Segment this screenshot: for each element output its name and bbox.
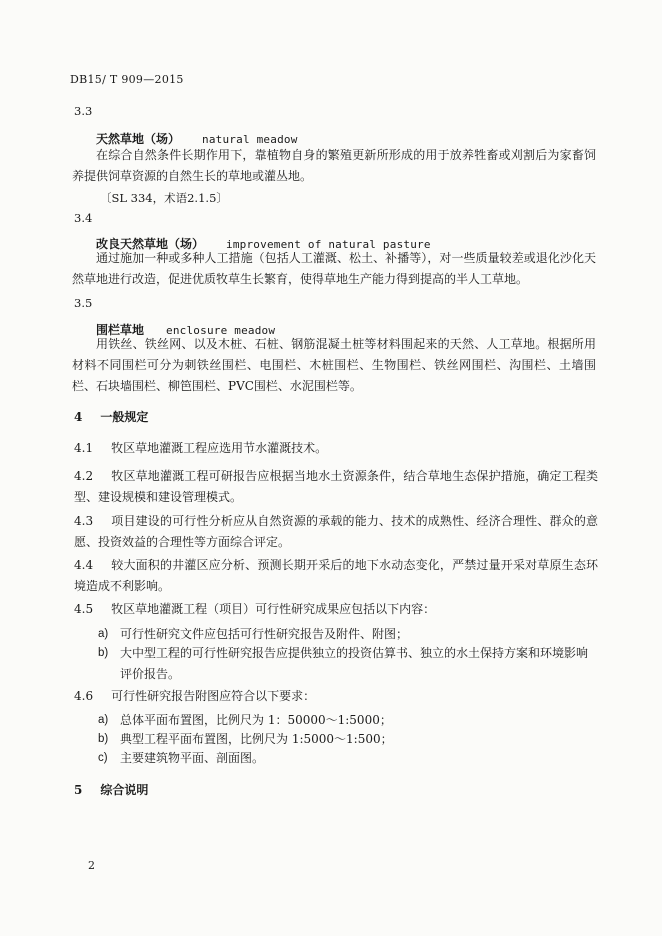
clause-text: 牧区草地灌溉工程（项目）可行性研究成果应包括以下内容： [111,602,436,616]
source-reference: 〔SL 334，术语2.1.5〕 [100,191,228,205]
list-text: 总体平面布置图，比例尺为 1：50000～1:5000； [120,713,392,727]
section-5-heading [74,781,148,798]
clause-number: 4.1 [74,441,94,455]
clause-4-5 [74,599,598,620]
clause-4-3 [74,511,598,553]
list-text: 主要建筑物平面、剖面图。 [120,751,265,765]
clause-text: 可行性研究报告附图应符合以下要求： [111,689,316,703]
list-text: 典型工程平面布置图，比例尺为 1:5000～1:500； [120,732,393,746]
clause-text: 牧区草地灌溉工程应选用节水灌溉技术。 [111,441,328,455]
clause-number-3-3: 3.3 [74,104,93,118]
clause-number: 4.5 [74,602,94,616]
list-item-4-6-a [98,710,596,731]
clause-text: 牧区草地灌溉工程可研报告应根据当地水土资源条件，结合草地生态保护措施，确定工程类型、建设规模和建设管理模式。 [74,469,598,504]
list-item-4-5-b [98,643,596,685]
section-number: 4 [74,410,83,424]
clause-number: 4.4 [74,558,94,572]
list-text: 可行性研究文件应包括可行性研究报告及附件、附图； [120,627,409,641]
list-item-4-6-b [98,729,596,750]
clause-text: 较大面积的井灌区应分析、预测长期开采后的地下水动态变化，严禁过量开采对草原生态环境造成不利影响。 [74,558,598,593]
page-number: 2 [88,859,95,872]
term-en: natural meadow [202,133,298,146]
clause-4-4 [74,555,598,597]
clause-4-2 [74,466,598,508]
list-item-4-6-c [98,748,596,769]
clause-text: 项目建设的可行性分析应从自然资源的承载的能力、技术的成熟性、经济合理性、群众的意愿、投资效益的合理性等方面综合评定。 [74,514,598,549]
clause-4-6 [74,686,598,707]
list-label: b) [98,733,109,745]
definition-3-3: 在综合自然条件长期作用下，靠植物自身的繁殖更新所形成的用于放养牲畜或刈割后为家畜饲养提供饲草资源的自然生长的草地或灌丛地。 [72,148,596,183]
list-label: c) [98,752,108,764]
list-text: 大中型工程的可行性研究报告应提供独立的投资估算书、独立的水土保持方案和环境影响评价报告。 [120,646,589,681]
list-label: a) [98,714,109,726]
standard-number: DB15/ T 909—2015 [70,73,184,86]
term-zh: 改良天然草地（场） [96,237,205,251]
list-label: a) [98,628,109,640]
list-item-4-5-a [98,624,596,645]
term-zh: 天然草地（场） [96,132,181,146]
clause-number-3-5: 3.5 [74,296,93,310]
clause-number: 4.6 [74,689,94,703]
clause-number-3-4: 3.4 [74,211,93,225]
term-zh: 围栏草地 [96,323,145,337]
definition-3-4: 通过施加一种或多种人工措施（包括人工灌溉、松土、补播等），对一些质量较差或退化沙化天然草地进行改造，促进优质牧草生长繁育，使得草地生产能力得到提高的半人工草地。 [72,251,596,286]
section-4-heading [74,408,148,425]
section-number: 5 [74,783,83,797]
list-label: b) [98,647,109,659]
term-en: enclosure meadow [166,324,276,337]
term-en: improvement of natural pasture [226,238,431,251]
definition-3-5: 用铁丝、铁丝网、以及木桩、石桩、钢筋混凝土桩等材料围起来的天然、人工草地。根据所用材料不同围栏可分为刺铁丝围栏、电围栏、木桩围栏、生物围栏、铁丝网围栏、沟围栏、土墙围栏、石块墙围栏、柳笆围栏、PVC围栏、水泥围栏等。 [72,337,596,393]
section-title: 一般规定 [100,410,149,424]
clause-number: 4.3 [74,514,94,528]
clause-4-1 [74,438,598,459]
section-title: 综合说明 [100,783,149,797]
clause-number: 4.2 [74,469,94,483]
